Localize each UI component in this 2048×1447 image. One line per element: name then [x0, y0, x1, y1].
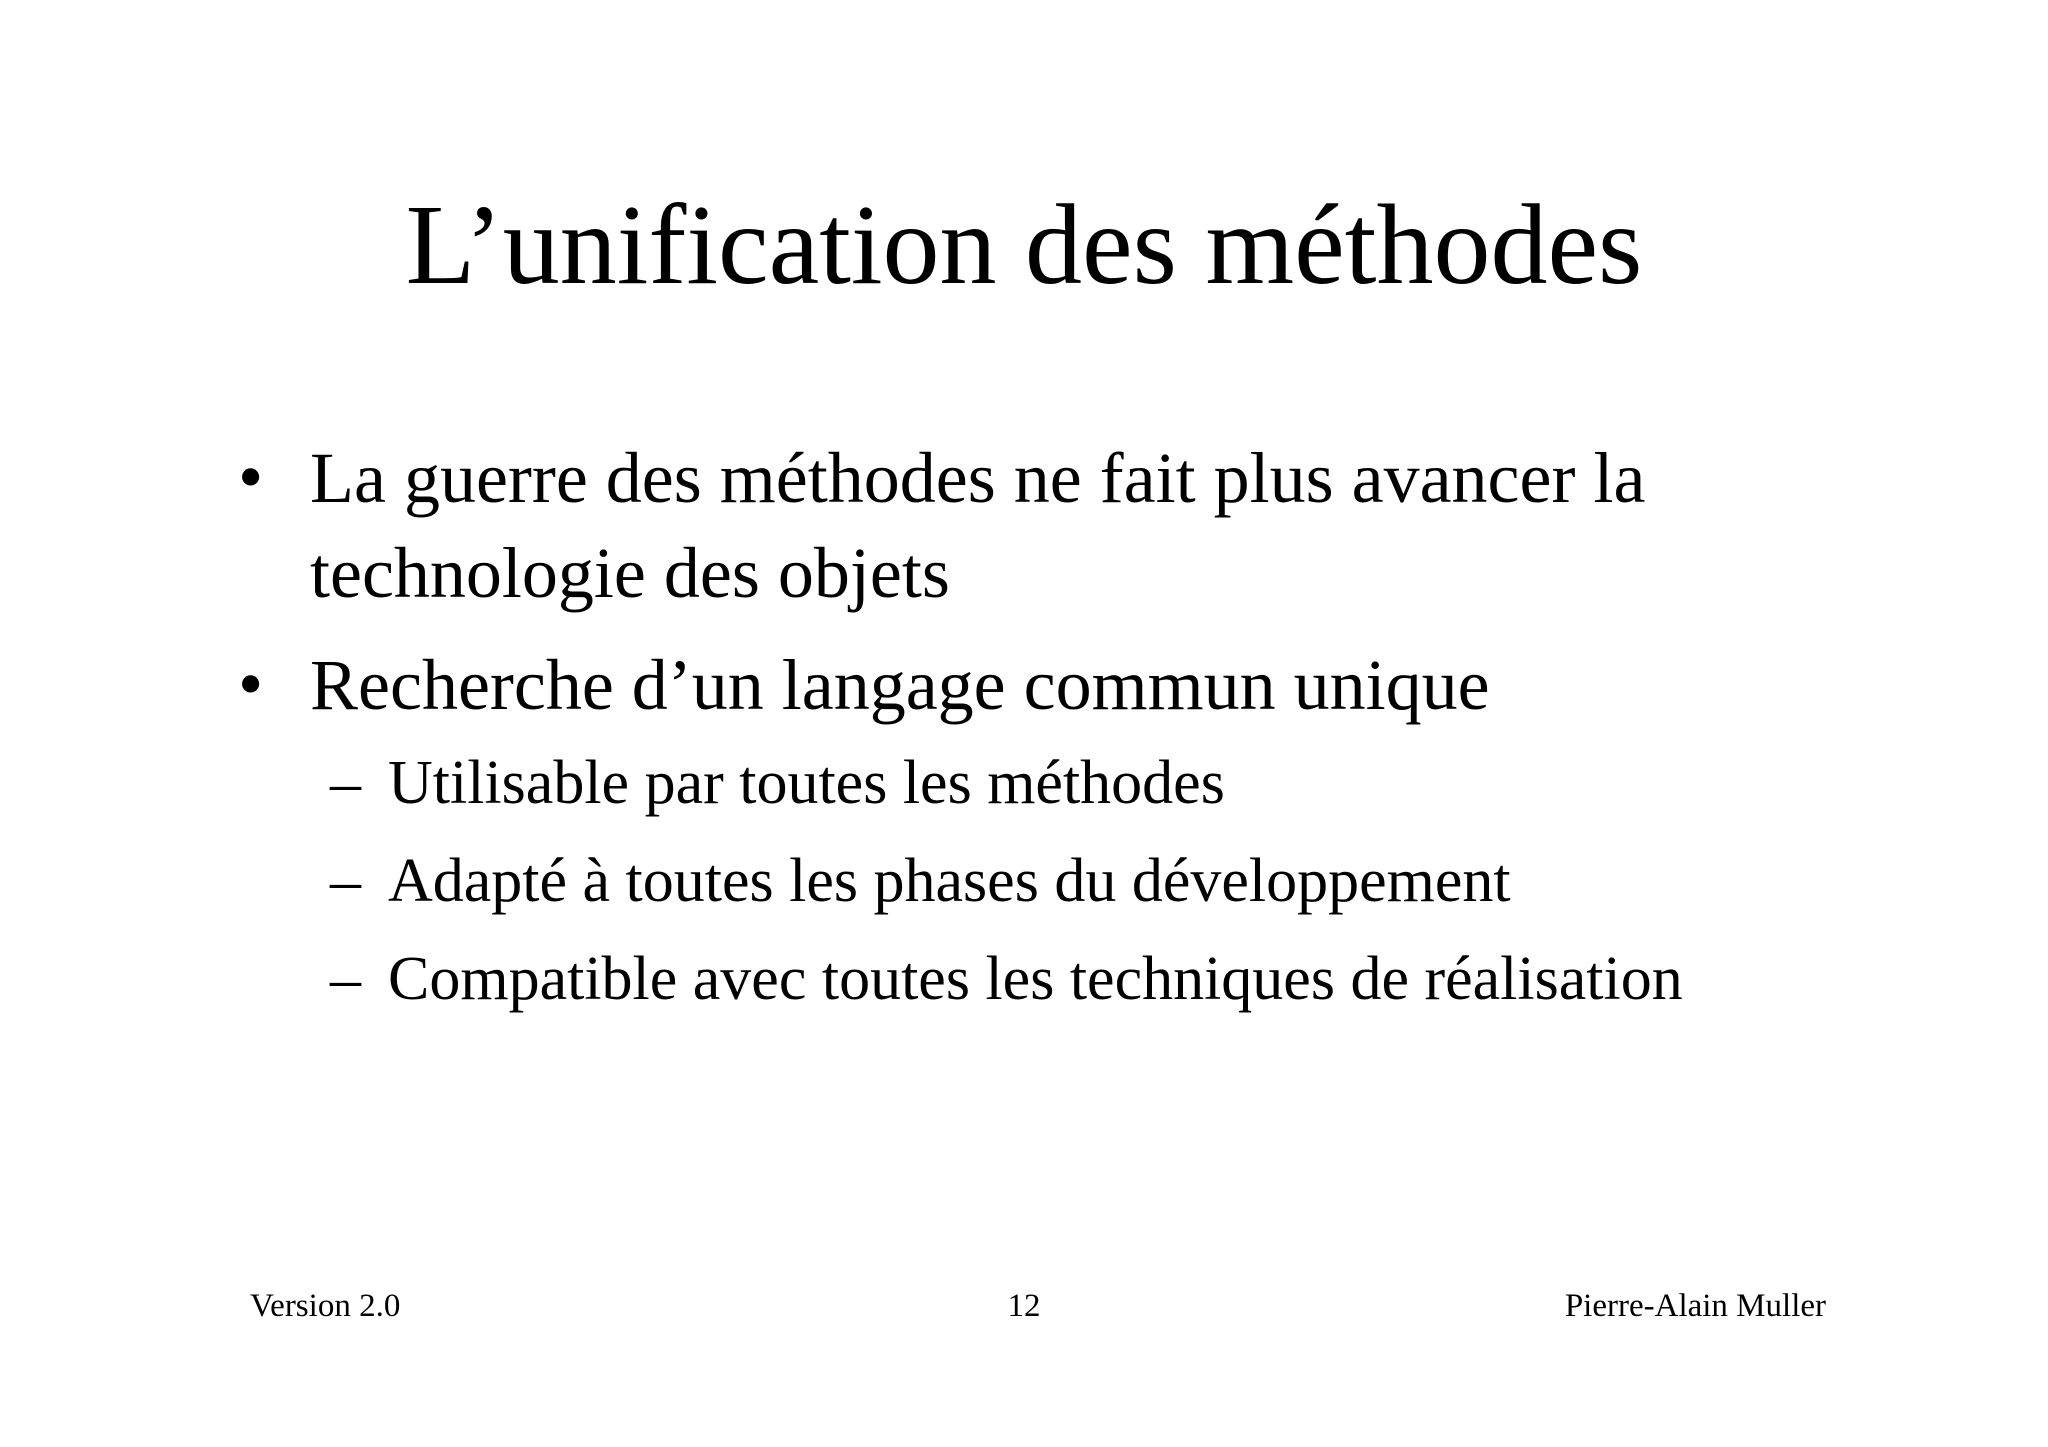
footer-author: Pierre-Alain Muller — [1564, 1288, 1826, 1324]
sub-bullet-marker: – — [330, 945, 361, 1013]
slide-title: L’unification des méthodes — [405, 181, 1643, 308]
sub-bullet-marker: – — [330, 847, 361, 915]
bullet-marker: • — [238, 437, 264, 517]
sub-bullet-marker: – — [330, 749, 361, 817]
sub-bullet-item: Utilisable par toutes les méthodes — [388, 749, 1225, 817]
bullet-item-line: technologie des objets — [310, 533, 950, 613]
footer-version: Version 2.0 — [250, 1288, 401, 1324]
sub-bullet-item: Compatible avec toutes les techniques de réalisation — [388, 945, 1683, 1013]
bullet-marker: • — [238, 644, 264, 724]
sub-bullet-item: Adapté à toutes les phases du développement — [388, 847, 1511, 915]
bullet-item-line: Recherche d’un langage commun unique — [310, 645, 1490, 725]
bullet-item-line: La guerre des méthodes ne fait plus avancer la — [310, 438, 1646, 518]
footer-page-number: 12 — [1007, 1288, 1041, 1324]
